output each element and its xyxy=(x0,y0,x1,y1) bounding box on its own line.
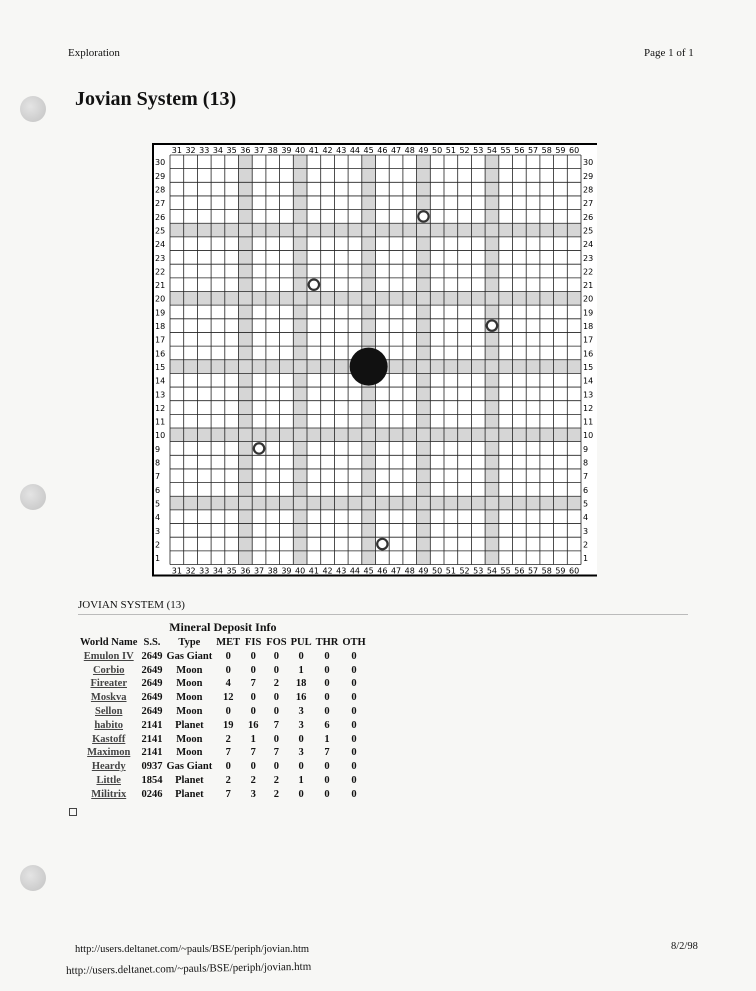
mineral-deposit-table xyxy=(78,620,368,802)
x-tick-label: 33 xyxy=(199,146,210,155)
table-cell: 1 xyxy=(298,664,304,676)
y-tick-label: 17 xyxy=(155,335,166,345)
x-tick-label: 36 xyxy=(240,146,251,155)
y-tick-label: 5 xyxy=(583,499,589,509)
y-tick-label: 18 xyxy=(583,322,594,332)
x-tick-label: 54 xyxy=(486,146,498,155)
y-tick-label: 20 xyxy=(583,294,594,304)
table-cell: 0 xyxy=(324,678,330,690)
footer-url-bottom: http://users.deltanet.com/~pauls/BSE/periph/jovian.htm xyxy=(66,960,312,977)
y-tick-label: 22 xyxy=(583,267,594,277)
table-cell: 0 xyxy=(351,705,357,717)
world-name-link[interactable]: Moskva xyxy=(90,692,127,704)
x-tick-label: 46 xyxy=(377,566,388,576)
world-name-link[interactable]: Kastoff xyxy=(92,733,126,745)
x-tick-label: 58 xyxy=(541,146,552,155)
y-tick-label: 27 xyxy=(155,199,166,209)
x-tick-label: 41 xyxy=(308,566,319,576)
y-tick-label: 4 xyxy=(155,513,161,523)
table-cell: 2 xyxy=(250,774,256,786)
table-cell: 2649 xyxy=(141,692,163,704)
table-cell: 2 xyxy=(225,774,231,786)
y-tick-label: 4 xyxy=(583,513,589,523)
x-tick-label: 56 xyxy=(514,146,525,155)
star-system-map xyxy=(151,142,597,583)
table-cell: 0 xyxy=(250,761,256,773)
x-tick-label: 33 xyxy=(199,566,210,576)
world-name-link[interactable]: Sellon xyxy=(95,705,123,717)
y-tick-label: 8 xyxy=(583,458,589,468)
table-cell: Planet xyxy=(175,719,204,731)
y-tick-label: 9 xyxy=(155,444,161,454)
table-row xyxy=(78,746,368,760)
x-tick-label: 31 xyxy=(171,566,182,576)
world-marker xyxy=(377,539,387,549)
table-cell: 2 xyxy=(225,733,231,745)
table-cell: 3 xyxy=(298,719,304,731)
column-header: PUL xyxy=(290,637,312,648)
table-cell: 19 xyxy=(222,719,234,731)
y-tick-label: 21 xyxy=(583,281,594,291)
y-tick-label: 24 xyxy=(155,240,166,250)
x-tick-label: 52 xyxy=(459,146,470,155)
header-left: Exploration xyxy=(68,47,120,59)
y-tick-label: 14 xyxy=(583,376,594,386)
y-tick-label: 12 xyxy=(155,403,166,413)
x-tick-label: 60 xyxy=(569,566,580,576)
y-tick-label: 18 xyxy=(155,322,166,332)
table-row xyxy=(78,650,368,664)
table-cell: 0 xyxy=(351,788,357,800)
table-cell: 0 xyxy=(351,761,357,773)
table-caption: Mineral Deposit Info xyxy=(169,620,277,634)
y-tick-label: 27 xyxy=(583,199,594,209)
x-tick-label: 43 xyxy=(336,566,347,576)
section-label: JOVIAN SYSTEM (13) xyxy=(78,599,185,611)
table-cell: 0 xyxy=(298,733,304,745)
x-tick-label: 36 xyxy=(240,566,251,576)
y-tick-label: 2 xyxy=(155,540,161,550)
x-tick-label: 54 xyxy=(486,566,498,576)
x-tick-label: 56 xyxy=(514,566,525,576)
y-tick-label: 25 xyxy=(583,226,594,236)
table-cell: 16 xyxy=(247,719,259,731)
table-row xyxy=(78,788,368,802)
y-tick-label: 3 xyxy=(155,526,161,536)
table-cell: 0 xyxy=(324,774,330,786)
checkbox[interactable] xyxy=(69,808,77,816)
x-tick-label: 40 xyxy=(295,146,306,155)
y-tick-label: 26 xyxy=(155,212,166,222)
table-cell: 0 xyxy=(351,650,357,662)
table-cell: 7 xyxy=(225,788,231,800)
table-cell: 2 xyxy=(273,774,280,786)
x-tick-label: 42 xyxy=(322,566,333,576)
x-tick-label: 51 xyxy=(445,566,456,576)
table-cell: 0 xyxy=(250,650,256,662)
column-header: MET xyxy=(216,637,241,648)
y-tick-label: 11 xyxy=(155,417,166,427)
table-row xyxy=(78,760,368,774)
table-cell: 2 xyxy=(273,788,280,800)
x-tick-label: 53 xyxy=(473,146,484,155)
table-cell: 2649 xyxy=(141,678,163,690)
x-tick-label: 38 xyxy=(267,566,278,576)
y-tick-label: 6 xyxy=(583,485,589,495)
table-cell: 0 xyxy=(324,788,330,800)
y-tick-label: 20 xyxy=(155,294,166,304)
table-cell: 12 xyxy=(222,692,234,704)
world-name-link[interactable]: Little xyxy=(96,774,121,786)
table-cell: Gas Giant xyxy=(166,650,213,662)
x-tick-label: 53 xyxy=(473,566,484,576)
y-tick-label: 17 xyxy=(583,335,594,345)
table-cell: 16 xyxy=(295,692,307,704)
y-tick-label: 1 xyxy=(583,554,589,564)
y-tick-label: 28 xyxy=(155,185,166,195)
section-divider xyxy=(78,614,688,615)
table-cell: Gas Giant xyxy=(166,761,213,773)
table-cell: 2141 xyxy=(141,719,163,731)
x-tick-label: 49 xyxy=(418,566,429,576)
table-cell: 0 xyxy=(351,747,357,759)
y-tick-label: 16 xyxy=(155,349,166,359)
x-tick-label: 39 xyxy=(281,566,292,576)
world-name-link[interactable]: Heardy xyxy=(91,761,126,773)
table-cell: 1 xyxy=(324,733,330,745)
table-cell: 7 xyxy=(250,678,256,690)
y-tick-label: 29 xyxy=(155,171,166,181)
table-cell: Moon xyxy=(176,705,203,717)
y-tick-label: 11 xyxy=(583,417,594,427)
world-name-link[interactable]: Militrix xyxy=(91,788,127,800)
table-cell: 0 xyxy=(250,664,256,676)
y-tick-label: 23 xyxy=(155,253,166,263)
column-header: THR xyxy=(315,637,339,648)
table-cell: 2649 xyxy=(141,705,163,717)
table-header-row xyxy=(78,636,368,650)
table-cell: 0 xyxy=(351,719,357,731)
table-cell: 0 xyxy=(351,733,357,745)
table-cell: 3 xyxy=(298,747,304,759)
table-cell: 0937 xyxy=(141,761,163,773)
table-cell: Moon xyxy=(176,747,203,759)
x-tick-label: 48 xyxy=(404,566,415,576)
y-tick-label: 28 xyxy=(583,185,594,195)
star-marker xyxy=(350,348,388,386)
table-cell: 0 xyxy=(273,664,280,676)
print-date: 8/2/98 xyxy=(671,941,698,952)
table-cell: 0 xyxy=(351,664,357,676)
x-tick-label: 37 xyxy=(253,566,265,576)
x-tick-label: 41 xyxy=(308,146,319,155)
y-tick-label: 7 xyxy=(583,472,589,482)
y-tick-label: 30 xyxy=(155,158,166,168)
y-tick-label: 19 xyxy=(583,308,594,318)
table-cell: 2649 xyxy=(141,650,163,662)
page-number: Page 1 of 1 xyxy=(644,47,694,59)
table-cell: 1854 xyxy=(141,774,163,786)
table-row xyxy=(78,691,368,705)
x-tick-label: 58 xyxy=(541,566,552,576)
table-cell: 0 xyxy=(250,692,256,704)
table-cell: 2649 xyxy=(141,664,163,676)
table-row xyxy=(78,664,368,678)
table-cell: 0 xyxy=(324,650,330,662)
punch-hole xyxy=(20,484,46,510)
table-cell: 0 xyxy=(298,788,304,800)
y-tick-label: 3 xyxy=(583,526,589,536)
y-tick-label: 10 xyxy=(583,431,594,441)
table-cell: 0 xyxy=(324,664,330,676)
world-name-link[interactable]: Maximon xyxy=(87,747,131,759)
table-cell: 2141 xyxy=(141,733,163,745)
x-tick-label: 59 xyxy=(555,146,566,155)
x-tick-label: 37 xyxy=(253,146,265,155)
x-tick-label: 59 xyxy=(555,566,566,576)
x-tick-label: 52 xyxy=(459,566,470,576)
world-marker xyxy=(487,320,497,330)
y-tick-label: 15 xyxy=(155,362,166,372)
table-cell: 0 xyxy=(273,692,280,704)
column-header: World Name xyxy=(80,637,138,648)
table-cell: 0 xyxy=(324,705,330,717)
y-tick-label: 14 xyxy=(155,376,166,386)
punch-hole xyxy=(20,96,46,122)
table-cell: Planet xyxy=(175,774,204,786)
table-cell: 7 xyxy=(273,719,280,731)
table-row xyxy=(78,719,368,733)
table-cell: 0 xyxy=(273,761,280,773)
table-cell: Moon xyxy=(176,664,203,676)
x-tick-label: 32 xyxy=(185,566,196,576)
y-tick-label: 1 xyxy=(155,554,161,564)
y-tick-label: 10 xyxy=(155,431,166,441)
table-cell: Planet xyxy=(175,788,204,800)
x-tick-label: 45 xyxy=(363,146,374,155)
x-tick-label: 57 xyxy=(527,566,539,576)
y-tick-label: 23 xyxy=(583,253,594,263)
y-tick-label: 19 xyxy=(155,308,166,318)
table-cell: 7 xyxy=(324,747,330,759)
y-tick-label: 30 xyxy=(583,158,594,168)
y-tick-label: 22 xyxy=(155,267,166,277)
world-marker xyxy=(254,443,264,453)
punch-hole xyxy=(20,865,46,891)
world-name-link[interactable]: Corbio xyxy=(92,664,125,676)
x-tick-label: 35 xyxy=(226,566,237,576)
table-cell: 0 xyxy=(225,664,231,676)
x-tick-label: 31 xyxy=(171,146,182,155)
x-tick-label: 49 xyxy=(418,146,429,155)
y-tick-label: 13 xyxy=(583,390,594,400)
y-tick-label: 26 xyxy=(583,212,594,222)
page-title: Jovian System (13) xyxy=(75,88,237,110)
x-tick-label: 45 xyxy=(363,566,374,576)
table-row xyxy=(78,677,368,691)
table-cell: Moon xyxy=(176,678,203,690)
table-cell: 0 xyxy=(298,761,304,773)
x-tick-label: 55 xyxy=(500,146,511,155)
world-marker xyxy=(418,211,428,221)
column-header: FOS xyxy=(266,637,287,648)
table-cell: 0 xyxy=(273,705,280,717)
x-tick-label: 60 xyxy=(569,146,580,155)
x-tick-label: 47 xyxy=(390,146,402,155)
y-tick-label: 24 xyxy=(583,240,594,250)
y-tick-label: 6 xyxy=(155,485,161,495)
world-name-link[interactable]: habito xyxy=(94,719,124,731)
table-cell: 18 xyxy=(295,678,307,690)
x-tick-label: 43 xyxy=(336,146,347,155)
x-tick-label: 44 xyxy=(349,146,361,155)
x-tick-label: 38 xyxy=(267,146,278,155)
x-tick-label: 47 xyxy=(390,566,402,576)
table-cell: 7 xyxy=(225,747,231,759)
y-tick-label: 13 xyxy=(155,390,166,400)
table-cell: 3 xyxy=(298,705,304,717)
table-cell: 0 xyxy=(351,774,357,786)
y-tick-label: 9 xyxy=(583,444,589,454)
table-cell: 0 xyxy=(273,650,280,662)
table-cell: 0 xyxy=(225,650,231,662)
table-cell: 0 xyxy=(225,761,231,773)
table-cell: 0 xyxy=(273,733,280,745)
x-tick-label: 51 xyxy=(445,146,456,155)
x-tick-label: 34 xyxy=(212,566,224,576)
table-cell: 3 xyxy=(250,788,256,800)
table-cell: 0 xyxy=(250,705,256,717)
table-cell: 0 xyxy=(324,761,330,773)
x-tick-label: 50 xyxy=(432,146,443,155)
x-tick-label: 42 xyxy=(322,146,333,155)
y-tick-label: 5 xyxy=(155,499,161,509)
x-tick-label: 39 xyxy=(281,146,292,155)
table-cell: 2141 xyxy=(141,747,163,759)
x-tick-label: 32 xyxy=(185,146,196,155)
table-cell: 2 xyxy=(273,678,280,690)
y-tick-label: 2 xyxy=(583,540,589,550)
x-tick-label: 34 xyxy=(212,146,224,155)
y-tick-label: 25 xyxy=(155,226,166,236)
y-tick-label: 7 xyxy=(155,472,161,482)
table-cell: 7 xyxy=(273,747,280,759)
table-cell: 0 xyxy=(298,650,304,662)
table-row xyxy=(78,774,368,788)
y-tick-label: 21 xyxy=(155,281,166,291)
table-row xyxy=(78,733,368,747)
table-cell: 1 xyxy=(250,733,256,745)
x-tick-label: 35 xyxy=(226,146,237,155)
star-system-map-svg xyxy=(151,142,597,578)
x-tick-label: 40 xyxy=(295,566,306,576)
x-tick-label: 55 xyxy=(500,566,511,576)
footer-url: http://users.deltanet.com/~pauls/BSE/periph/jovian.htm xyxy=(75,944,310,955)
x-tick-label: 57 xyxy=(527,146,539,155)
world-name-link[interactable]: Emulon IV xyxy=(83,650,134,662)
table-cell: 0 xyxy=(351,678,357,690)
y-tick-label: 16 xyxy=(583,349,594,359)
table-cell: 0246 xyxy=(141,788,163,800)
table-cell: 7 xyxy=(250,747,256,759)
column-header: Type xyxy=(178,637,201,648)
table-cell: 4 xyxy=(225,678,231,690)
y-tick-label: 15 xyxy=(583,362,594,372)
column-header: FIS xyxy=(245,637,262,648)
y-tick-label: 12 xyxy=(583,403,594,413)
table-cell: 0 xyxy=(351,692,357,704)
table-cell: Moon xyxy=(176,733,203,745)
table-cell: 0 xyxy=(225,705,231,717)
y-tick-label: 29 xyxy=(583,171,594,181)
table-row xyxy=(78,705,368,719)
table-cell: 6 xyxy=(324,719,330,731)
table-cell: Moon xyxy=(176,692,203,704)
x-tick-label: 46 xyxy=(377,146,388,155)
column-header: OTH xyxy=(342,637,366,648)
table-cell: 1 xyxy=(298,774,304,786)
x-tick-label: 48 xyxy=(404,146,415,155)
column-header: S.S. xyxy=(143,637,161,648)
y-tick-label: 8 xyxy=(155,458,161,468)
table-cell: 0 xyxy=(324,692,330,704)
world-marker xyxy=(309,279,319,289)
x-tick-label: 44 xyxy=(349,566,361,576)
x-tick-label: 50 xyxy=(432,566,443,576)
world-name-link[interactable]: Fireater xyxy=(90,678,127,690)
